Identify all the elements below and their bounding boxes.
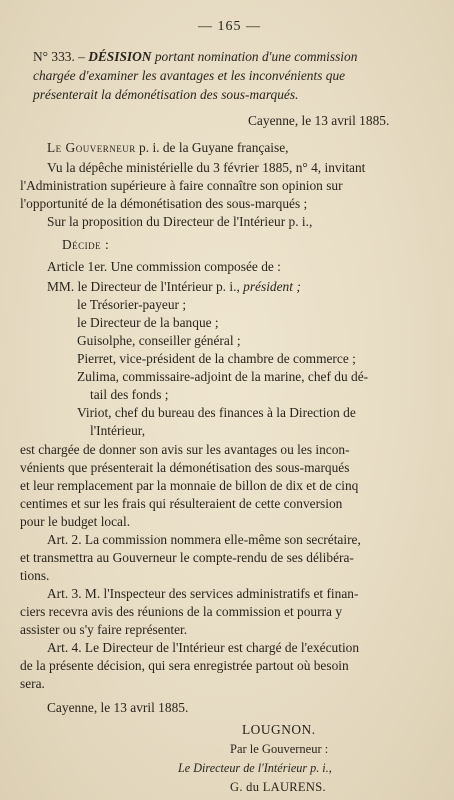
decision-title-rest: portant nomination d'une commission [151,49,358,64]
article-4-line: Art. 4. Le Directeur de l'Intérieur est chargé de l'exécution [47,640,360,655]
member-line: Zulima, commissaire-adjoint de la marine, chef du dé- [77,369,369,384]
signature-by-line: Par le Gouverneur : [230,742,329,756]
countersignatory-name: G. du LAURENS. [230,780,326,794]
decide-heading: Décide : [62,237,110,252]
decision-title-word: DÉSISION [88,49,152,64]
article-2-line: Art. 2. La commission nommera elle-même son secrétaire, [47,532,361,547]
member-line: le Trésorier-payeur ; [77,297,187,312]
signature-title: Le Directeur de l'Intérieur p. i., [178,761,332,775]
decision-number: N° 333. – [33,49,89,64]
governor-title: Le Gouverneur [47,140,136,155]
consideration-line: Vu la dépêche ministérielle du 3 février 1885, n° 4, invitant [47,160,366,175]
article-1-intro: Article 1er. Une commission composée de : [47,259,281,274]
article-4-line: de la présente décision, qui sera enregistrée partout où besoin [20,658,349,673]
member-line: le Directeur de la banque ; [77,315,219,330]
decision-header-line-1 [33,50,357,63]
article-1-line: est chargée de donner son avis sur les avantages ou les incon- [20,442,350,457]
decision-header-line-3: présenterait la démonétisation des sous-marqués. [33,87,299,102]
article-3-line: assister ou s'y faire représenter. [20,622,188,637]
consideration-line: l'opportunité de la démonétisation des sous-marqués ; [20,196,308,211]
page-number: — 165 — [198,19,261,34]
article-2-line: tions. [20,568,50,583]
member-line: l'Intérieur, [90,423,146,438]
signatory-name: LOUGNON. [242,722,316,737]
member-line: tail des fonds ; [90,387,169,402]
article-1-line: centimes et sur les frais qui résulteraient de cette conversion [20,496,343,511]
consideration-line: l'Administration supérieure à faire connaître son opinion sur [20,178,343,193]
member-line: Viriot, chef du bureau des finances à la Direction de [77,405,356,420]
member-line: Pierret, vice-président de la chambre de commerce ; [77,351,356,366]
article-2-line: et transmettra au Gouverneur le compte-rendu de ses délibéra- [20,550,354,565]
member-line: Guisolphe, conseiller général ; [77,333,241,348]
closing-date: Cayenne, le 13 avril 1885. [47,700,189,715]
article-1-line: vénients que présenterait la démonétisation des sous-marqués [20,460,350,475]
article-4-line: sera. [20,676,45,691]
members-intro-text: MM. le Directeur de l'Intérieur p. i., [47,279,244,294]
article-1-line: et leur remplacement par la monnaie de billon de dix et de cinq [20,478,359,493]
governor-line [47,141,289,154]
decision-header-line-2: chargée d'examiner les avantages et les inconvénients que [33,68,346,83]
members-intro [47,280,301,293]
governor-rest: p. i. de la Guyane française, [135,140,289,155]
article-3-line: ciers recevra avis des réunions de la commission et pourra y [20,604,343,619]
consideration-line: Sur la proposition du Directeur de l'Intérieur p. i., [47,214,313,229]
place-date: Cayenne, le 13 avril 1885. [248,113,390,128]
article-3-line: Art. 3. M. l'Inspecteur des services administratifs et finan- [47,586,359,601]
president-label: président ; [243,279,301,294]
article-1-line: pour le budget local. [20,514,131,529]
